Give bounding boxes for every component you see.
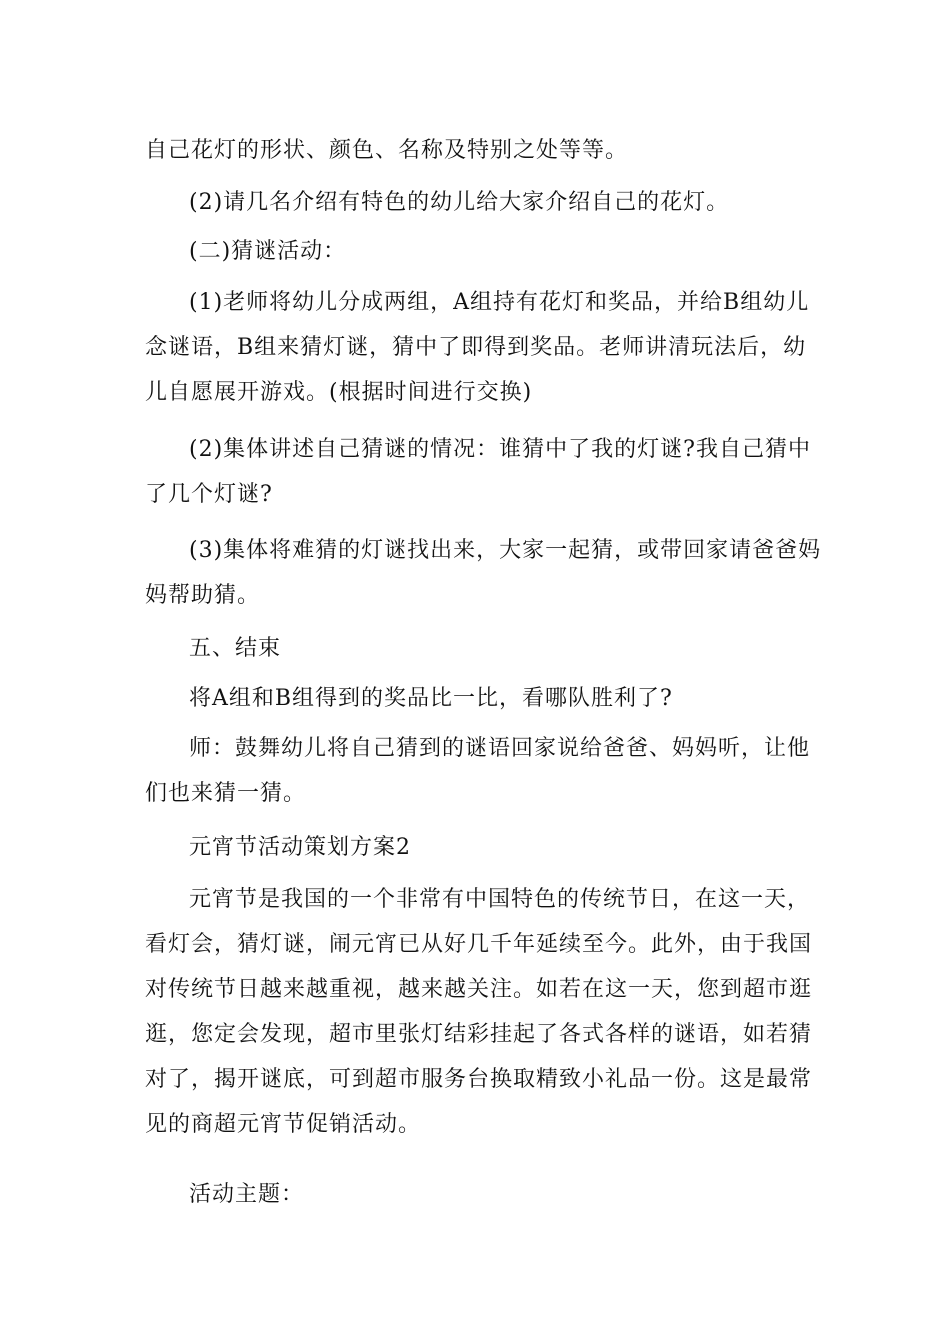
text-line: 儿自愿展开游戏。(根据时间进行交换) [145, 380, 533, 405]
text-line: 将A组和B组得到的奖品比一比，看哪队胜利了? [189, 686, 673, 711]
continuation-line [145, 128, 810, 173]
section-title-plan-2 [145, 825, 810, 870]
paragraph-riddle-groups [145, 280, 810, 415]
text-line: 见的商超元宵节促销活动。 [145, 1112, 422, 1137]
text-line: 五、结束 [189, 636, 282, 661]
text-line: (2)集体讲述自己猜谜的情况：谁猜中了我的灯谜?我自己猜中 [189, 437, 811, 462]
paragraph-lantern-festival-intro [145, 877, 813, 1147]
text-line: 师：鼓舞幼儿将自己猜到的谜语回家说给爸爸、妈妈听，让他 [189, 736, 811, 761]
text-line: 自己花灯的形状、颜色、名称及特别之处等等。 [145, 138, 629, 163]
section-heading-riddles [145, 229, 810, 274]
text-line: 了几个灯谜? [145, 482, 273, 507]
paragraph-compare-prizes [145, 676, 810, 721]
text-line: 们也来猜一猜。 [145, 781, 307, 806]
text-line: (3)集体将难猜的灯谜找出来，大家一起猜，或带回家请爸爸妈 [189, 538, 822, 563]
text-line: 看灯会，猜灯谜，闹元宵已从好几千年延续至今。此外，由于我国 [145, 932, 813, 957]
text-line: 对传统节日越来越重视，越来越关注。如若在这一天，您到超市逛 [145, 977, 813, 1002]
paragraph-riddle-discussion [145, 427, 810, 517]
text-line: 元宵节是我国的一个非常有中国特色的传统节日，在这一天， [189, 887, 811, 912]
text-line: 妈帮助猜。 [145, 583, 261, 608]
text-line: (2)请几名介绍有特色的幼儿给大家介绍自己的花灯。 [189, 190, 730, 215]
text-line: 活动主题： [189, 1182, 305, 1207]
text-line: (二)猜谜活动： [189, 239, 347, 264]
text-line: (1)老师将幼儿分成两组，A组持有花灯和奖品，并给B组幼儿 [189, 290, 810, 315]
paragraph-intro-lanterns [145, 180, 810, 225]
paragraph-hard-riddles [145, 528, 822, 618]
text-line: 逛，您定会发现，超市里张灯结彩挂起了各式各样的谜语，如若猜 [145, 1022, 813, 1047]
text-line: 念谜语，B组来猜灯谜，猜中了即得到奖品。老师讲清玩法后，幼 [145, 335, 807, 360]
section-heading-activity-theme [145, 1172, 810, 1217]
text-line: 元宵节活动策划方案2 [189, 835, 411, 860]
section-heading-ending [145, 626, 810, 671]
text-line: 对了，揭开谜底，可到超市服务台换取精致小礼品一份。这是最常 [145, 1067, 813, 1092]
paragraph-teacher-encouragement [145, 726, 810, 816]
